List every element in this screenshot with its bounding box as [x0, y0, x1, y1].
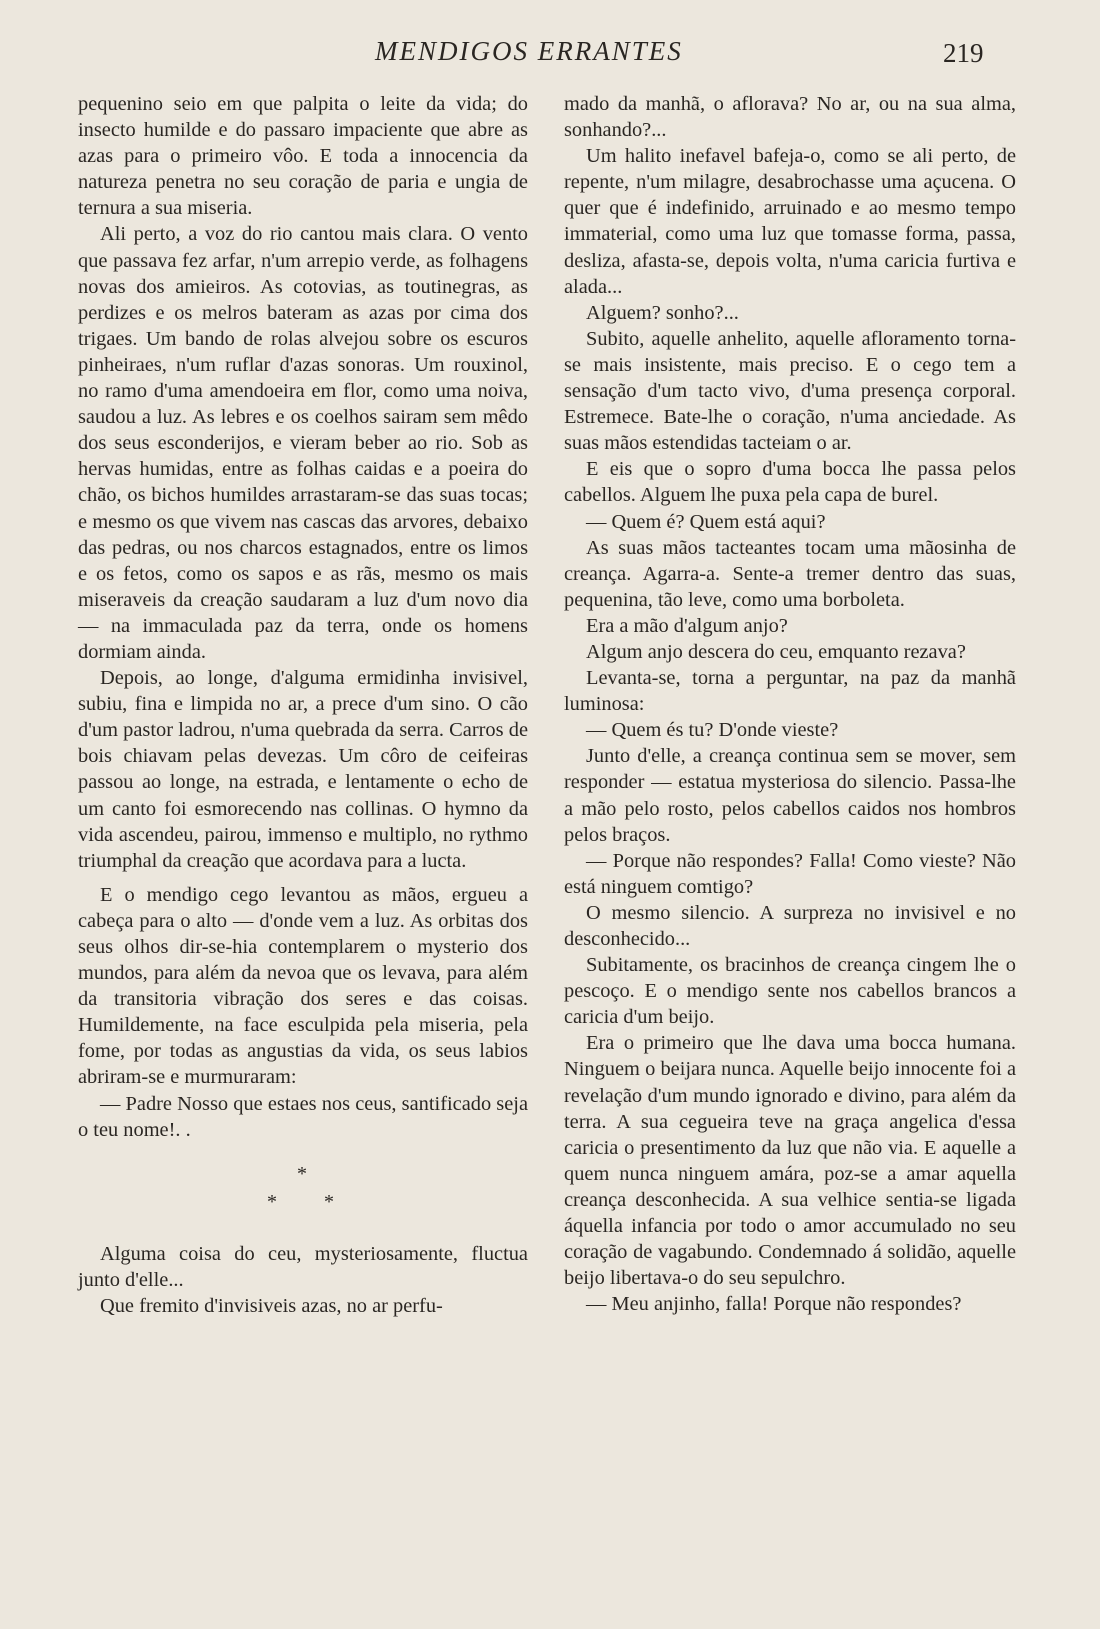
paragraph: As suas mãos tacteantes tocam uma mãosinha de creança. Agarra-a. Sente-a tremer dentro das suas, pequenina, tão leve, como uma borboleta. [564, 536, 1016, 611]
paragraph: Era o primeiro que lhe dava uma bocca humana. Ninguem o beijara nunca. Aquelle beijo innocente foi a revelação d'um mundo ignorado e divino, para além da terra. A sua cegueira teve na graça angelica d'essa caricia o presentimento da luz que não via. E aquelle a quem nunca ninguem amára, poz-se a amar aquella creança desconhecida. A sua velhice sentia-se ligada áquella infancia por todo o amor accumulado no seu coração de vagabundo. Condemnado á solidão, aquelle beijo libertava-o do seu sepulchro. [564, 1032, 1016, 1290]
paragraph: pequenino seio em que palpita o leite da vida; do insecto humilde e do passaro impaciente que abre as azas para o primeiro vôo. E toda a innocencia da natureza penetra no seu coração de paria e ungia de ternura a sua miseria. [78, 93, 528, 220]
paragraph: — Porque não respondes? Falla! Como vieste? Não está ninguem comtigo? [564, 849, 1016, 898]
paragraph: E eis que o sopro d'uma bocca lhe passa pelos cabellos. Alguem lhe puxa pela capa de burel. [564, 458, 1016, 507]
paragraph: Ali perto, a voz do rio cantou mais clara. O vento que passava fez arfar, n'um arrepio verde, as folhagens novas dos amieiros. As cotovias, as toutinegras, as perdizes e os melros bateram as azas por cima dos trigaes. Um bando de rolas alvejou sobre os escuros pinheiraes, n'um ruflar d'azas sonoras. Um rouxinol, no ramo d'uma amendoeira em flor, como uma noiva, saudou a luz. As lebres e os coelhos sairam sem mêdo dos seus esconderijos, e vieram beber ao rio. Sob as hervas humidas, entre as folhas caidas e a poeira do chão, os bichos humildes arrastaram-se das suas tocas; e mesmo os que vivem nas cascas das arvores, debaixo das pedras, ou nos charcos estagnados, entre os limos e os fetos, como os sapos e as rãs, mesmo os mais miseraveis da creação saudaram a luz d'um novo dia — na immaculada paz da terra, onde os homens dormiam ainda. [78, 223, 528, 663]
paragraph: Depois, ao longe, d'alguma ermidinha invisivel, subiu, fina e limpida no ar, a prece d'um sino. O cão d'um pastor ladrou, n'uma quebrada da serra. Carros de bois chiavam pelas devezas. Um côro de ceifeiras passou ao longe, na estrada, e lentamente o echo de um canto foi esmorecendo nas collinas. O hymno da vida ascendeu, pairou, immenso e multiplo, no rythmo triumphal da creação que acordava para a lucta. [78, 667, 528, 872]
paragraph: Alguma coisa do ceu, mysteriosamente, fluctua junto d'elle... [78, 1242, 528, 1291]
page-number: 219 [943, 38, 984, 68]
paragraph: Levanta-se, torna a perguntar, na paz da manhã luminosa: [564, 667, 1016, 716]
paragraph: mado da manhã, o aflorava? No ar, ou na sua alma, sonhando?... [564, 93, 1016, 142]
paragraph: E o mendigo cego levantou as mãos, ergueu a cabeça para o alto — d'onde vem a luz. As orbitas dos seus olhos dir-se-hia contemplarem o mysterio dos mundos, para além da nevoa que os levava, para além da transitoria vibração dos seres e das coisas. Humildemente, na face esculpida pela miseria, pela fome, por todas as angustias da vida, os seus labios abriram-se e murmuraram: [78, 883, 528, 1089]
right-column [564, 91, 1016, 1317]
left-column [78, 91, 528, 1319]
paragraph: Um halito inefavel bafeja-o, como se ali perto, de repente, n'um milagre, desabrochasse uma açucena. O quer que é indefinido, arruinado e ao mesmo tempo immaterial, como uma luz que tomasse forma, passa, desliza, afasta-se, depois volta, n'uma caricia furtiva e alada... [564, 145, 1016, 298]
paragraph: Junto d'elle, a creança continua sem se mover, sem responder — estatua mysteriosa do silencio. Passa-lhe a mão pelo rosto, pelos cabellos caidos nos hombros pelos braços. [564, 745, 1016, 846]
page-header [0, 36, 1100, 76]
asterisk-icon: * [297, 1162, 307, 1185]
paragraph: — Quem é? Quem está aqui? [586, 510, 826, 533]
paragraph: Era a mão d'algum anjo? [586, 614, 788, 637]
paragraph: Alguem? sonho?... [586, 301, 739, 324]
paragraph: — Padre Nosso que estaes nos ceus, santificado seja o teu nome!. . [78, 1092, 528, 1141]
paragraph: O mesmo silencio. A surpreza no invisivel e no desconhecido... [564, 901, 1016, 950]
paragraph: Subitamente, os bracinhos de creança cingem lhe o pescoço. E o mendigo sente nos cabellos brancos a caricia d'um beijo. [564, 954, 1016, 1029]
paragraph: Subito, aquelle anhelito, aquelle afloramento torna-se mais insistente, mais preciso. E o cego tem a sensação d'um tacto vivo, d'uma presença corporal. Estremece. Bate-lhe o coração, n'uma anciedade. As suas mãos estendidas tacteiam o ar. [564, 327, 1016, 455]
paragraph: Que fremito d'invisiveis azas, no ar perfu- [100, 1294, 443, 1317]
asterisk-icon: * [324, 1190, 334, 1213]
paragraph: Algum anjo descera do ceu, emquanto rezava? [586, 640, 966, 663]
paragraph: — Quem és tu? D'onde vieste? [586, 719, 839, 742]
section-divider [78, 1153, 528, 1233]
running-title: MENDIGOS ERRANTES [375, 36, 683, 66]
paragraph: — Meu anjinho, falla! Porque não respondes? [586, 1293, 962, 1316]
asterisk-icon: * [267, 1190, 277, 1213]
